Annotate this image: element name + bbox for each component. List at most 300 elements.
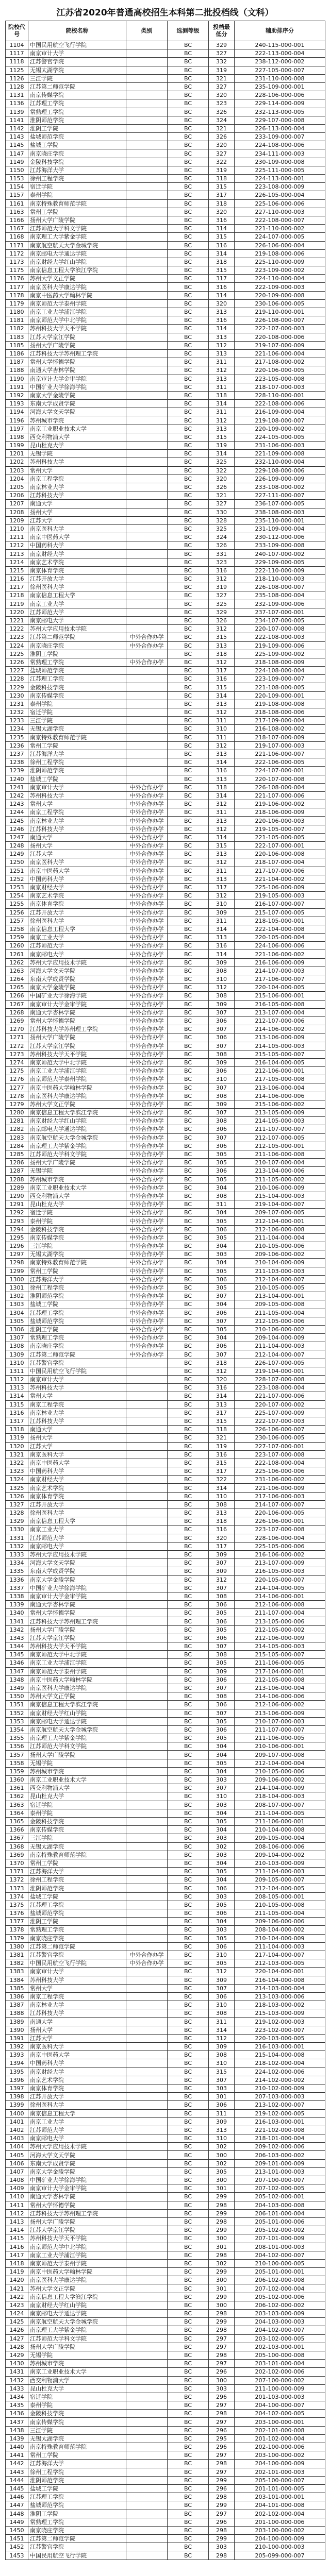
cell-req: BC [168, 984, 209, 992]
cell-rank: 210-105-000-008 [235, 1901, 325, 1909]
cell-score: 301 [209, 2184, 235, 2193]
cell-rank: 220-105-000-004 [235, 934, 325, 942]
cell-rank: 221-106-000-009 [235, 1484, 325, 1492]
table-row [6, 2251, 325, 2259]
cell-name: 淮阴工学院 [28, 1325, 126, 1333]
cell-code: 1367 [6, 1834, 28, 1842]
cell-score: 323 [209, 99, 235, 108]
cell-req: BC [168, 66, 209, 74]
cell-code: 1360 [6, 1776, 28, 1784]
cell-code: 1425 [6, 2318, 28, 2326]
cell-name: 南京信息工程大学 [28, 1517, 126, 1526]
cell-type: 中外合作办学 [126, 1033, 168, 1042]
cell-type [126, 408, 168, 416]
cell-rank: 213-106-000-004 [235, 1083, 325, 1092]
cell-req: BC [168, 2301, 209, 2309]
cell-score: 308 [209, 1117, 235, 1125]
cell-rank: 204-102-000-007 [235, 2251, 325, 2259]
cell-score: 327 [209, 591, 235, 600]
cell-name: 南通大学杏林学院 [28, 2193, 126, 2201]
cell-score: 315 [209, 683, 235, 691]
cell-req: BC [168, 1267, 209, 1275]
cell-name: 无锡太湖学院 [28, 66, 126, 74]
cell-name: 南京师范大学泰州学院 [28, 1667, 126, 1675]
table-row [6, 1834, 325, 1842]
header-score: 投档最低分 [209, 21, 235, 41]
cell-code: 1413 [6, 2217, 28, 2226]
cell-code: 1361 [6, 1784, 28, 1792]
cell-type: 中外合作办学 [126, 1050, 168, 1058]
cell-score: 302 [209, 2259, 235, 2267]
cell-code: 1319 [6, 1434, 28, 1442]
cell-req: BC [168, 1534, 209, 1542]
cell-score: 306 [209, 2101, 235, 2109]
table-row [6, 633, 325, 641]
cell-score: 304 [209, 1751, 235, 1759]
cell-code: 1139 [6, 108, 28, 116]
cell-type: 中外合作办学 [126, 1142, 168, 1150]
table-body [6, 41, 325, 2560]
cell-name: 南京大学金陵学院 [28, 391, 126, 399]
cell-code: 1125 [6, 66, 28, 74]
table-row [6, 2543, 325, 2551]
cell-name: 常熟理工学院 [28, 108, 126, 116]
cell-score: 320 [209, 208, 235, 216]
cell-rank: 219-104-000-001 [235, 1367, 325, 1375]
cell-score: 307 [209, 1584, 235, 1592]
cell-type [126, 1809, 168, 1817]
cell-score: 304 [209, 1876, 235, 1884]
cell-code: 1282 [6, 1125, 28, 1133]
cell-req: BC [168, 199, 209, 208]
cell-score: 316 [209, 216, 235, 224]
cell-code: 1223 [6, 633, 28, 641]
cell-type [126, 2284, 168, 2293]
cell-score: 306 [209, 1601, 235, 1609]
cell-type [126, 1709, 168, 1717]
cell-rank: 221-106-000-004 [235, 349, 325, 358]
cell-name: 南通大学 [28, 1426, 126, 1434]
cell-type [126, 1934, 168, 1942]
table-row [6, 1851, 325, 1859]
cell-req: BC [168, 883, 209, 891]
cell-score: 310 [209, 2059, 235, 2067]
cell-type [126, 2510, 168, 2518]
cell-name: 东南大学成贤学院 [28, 400, 126, 408]
cell-type [126, 341, 168, 349]
cell-rank: 230-106-000-005 [235, 1434, 325, 1442]
table-row [6, 375, 325, 383]
cell-rank: 210-102-000-009 [235, 2084, 325, 2092]
cell-type [126, 2193, 168, 2201]
cell-score: 304 [209, 1334, 235, 1342]
table-row [6, 2518, 325, 2526]
cell-req: BC [168, 524, 209, 533]
cell-req: BC [168, 266, 209, 275]
cell-req: BC [168, 1550, 209, 1558]
cell-rank: 228-110-000-001 [235, 391, 325, 399]
table-row [6, 1309, 325, 1317]
cell-type [126, 516, 168, 524]
cell-req: BC [168, 1926, 209, 1934]
cell-rank: 213-101-000-003 [235, 2167, 325, 2176]
cell-score: 314 [209, 691, 235, 700]
cell-score: 320 [209, 299, 235, 308]
cell-type [126, 216, 168, 224]
table-row [6, 1283, 325, 1292]
cell-rank: 211-104-000-004 [235, 1233, 325, 1242]
cell-type: 中外合作办学 [126, 950, 168, 958]
cell-req: BC [168, 2451, 209, 2460]
cell-score: 306 [209, 1225, 235, 1233]
table-row [6, 474, 325, 483]
cell-code: 1267 [6, 1000, 28, 1008]
cell-type [126, 316, 168, 325]
cell-type [126, 2493, 168, 2501]
cell-rank: 214-102-000-002 [235, 2076, 325, 2084]
cell-code: 1292 [6, 1209, 28, 1217]
cell-score: 313 [209, 934, 235, 942]
cell-rank: 228-106-000-006 [235, 91, 325, 99]
cell-score: 307 [209, 1350, 235, 1359]
cell-name: 苏州城市学院 [28, 1767, 126, 1775]
cell-req: BC [168, 1701, 209, 1709]
cell-rank: 210-104-000-009 [235, 1259, 325, 1267]
cell-score: 305 [209, 1267, 235, 1275]
table-row [6, 1042, 325, 1050]
cell-score: 317 [209, 1409, 235, 1417]
cell-req: BC [168, 1809, 209, 1817]
cell-type [126, 308, 168, 316]
cell-code: 1175 [6, 266, 28, 275]
cell-type: 中外合作办学 [126, 850, 168, 858]
cell-code: 1443 [6, 2468, 28, 2476]
cell-code: 1173 [6, 258, 28, 266]
cell-req: BC [168, 1442, 209, 1450]
cell-rank: 230-109-000-008 [235, 158, 325, 166]
cell-req: BC [168, 483, 209, 491]
cell-req: BC [168, 308, 209, 316]
cell-type [126, 675, 168, 683]
cell-score: 317 [209, 191, 235, 199]
cell-type [126, 1909, 168, 1918]
cell-type [126, 199, 168, 208]
cell-code: 1229 [6, 683, 28, 691]
cell-code: 1410 [6, 2193, 28, 2201]
cell-rank: 204-103-000-003 [235, 2318, 325, 2326]
cell-rank: 211-106-000-001 [235, 1817, 325, 1825]
cell-req: BC [168, 2510, 209, 2518]
cell-code: 1250 [6, 858, 28, 867]
table-row [6, 466, 325, 474]
cell-name: 南京医科大学康达学院 [28, 2276, 126, 2284]
cell-name: 常州大学 [28, 1392, 126, 1400]
cell-score: 305 [209, 1233, 235, 1242]
cell-code: 1383 [6, 1968, 28, 1976]
table-row [6, 400, 325, 408]
table-row [6, 2460, 325, 2468]
cell-code: 1326 [6, 1492, 28, 1500]
cell-score: 306 [209, 1016, 235, 1025]
cell-type [126, 1842, 168, 1851]
cell-rank: 221-105-000-005 [235, 833, 325, 841]
cell-score: 311 [209, 383, 235, 391]
cell-name: 徐州医科大学 [28, 1509, 126, 1517]
cell-rank: 219-108-000-006 [235, 249, 325, 258]
cell-req: BC [168, 183, 209, 191]
cell-name: 南京医科大学 [28, 1450, 126, 1459]
cell-rank: 201-103-000-003 [235, 2393, 325, 2401]
cell-rank: 226-109-000-009 [235, 474, 325, 483]
cell-rank: 209-101-000-009 [235, 2159, 325, 2167]
table-row [6, 1951, 325, 1959]
cell-name: 常州工学院 [28, 1267, 126, 1275]
cell-rank: 204-100-000-009 [235, 2535, 325, 2543]
cell-code: 1423 [6, 2301, 28, 2309]
cell-code: 1395 [6, 2067, 28, 2076]
cell-rank: 212-104-000-007 [235, 1275, 325, 1283]
cell-name: 苏州大学文正学院 [28, 275, 126, 283]
cell-name: 扬州大学广陵学院 [28, 2217, 126, 2226]
table-row [6, 308, 325, 316]
cell-req: BC [168, 2018, 209, 2026]
cell-score: 298 [209, 2526, 235, 2534]
table-row [6, 2284, 325, 2293]
cell-name: 苏州科技大学 [28, 1976, 126, 1984]
cell-name: 苏州大学文正学院 [28, 1100, 126, 1108]
cell-rank: 231-110-000-008 [235, 74, 325, 82]
cell-req: BC [168, 283, 209, 291]
table-row [6, 2234, 325, 2243]
cell-code: 1268 [6, 1008, 28, 1016]
table-row [6, 1325, 325, 1333]
cell-req: BC [168, 41, 209, 49]
cell-rank: 212-107-000-006 [235, 1016, 325, 1025]
table-row [6, 66, 325, 74]
table-row [6, 675, 325, 683]
cell-rank: 211-105-000-002 [235, 1175, 325, 1183]
cell-rank: 219-107-000-009 [235, 341, 325, 349]
cell-name: 南京财经大学 [28, 550, 126, 558]
cell-code: 1266 [6, 992, 28, 1000]
cell-type [126, 2351, 168, 2359]
cell-type [126, 2059, 168, 2067]
cell-req: BC [168, 1651, 209, 1659]
cell-code: 1104 [6, 41, 28, 49]
table-row [6, 2535, 325, 2543]
cell-code: 1286 [6, 1159, 28, 1167]
cell-rank: 211-106-000-005 [235, 1734, 325, 1742]
cell-type [126, 1901, 168, 1909]
cell-rank: 205-099-000-007 [235, 2551, 325, 2560]
cell-rank: 211-107-000-007 [235, 1725, 325, 1734]
cell-rank: 224-110-000-004 [235, 275, 325, 283]
cell-code: 1179 [6, 299, 28, 308]
table-row [6, 1817, 325, 1825]
cell-rank: 224-108-000-004 [235, 667, 325, 675]
cell-rank: 220-107-000-002 [235, 1400, 325, 1409]
table-row [6, 141, 325, 149]
cell-code: 1196 [6, 416, 28, 425]
table-row [6, 1767, 325, 1775]
cell-rank: 214-106-000-006 [235, 1092, 325, 1100]
cell-rank: 212-105-000-008 [235, 1675, 325, 1684]
cell-req: BC [168, 233, 209, 241]
cell-req: BC [168, 2209, 209, 2217]
cell-rank: 212-105-000-002 [235, 1625, 325, 1634]
table-row [6, 600, 325, 608]
cell-score: 305 [209, 1283, 235, 1292]
cell-name: 南京工程学院 [28, 1400, 126, 1409]
cell-score: 316 [209, 316, 235, 325]
table-row [6, 758, 325, 767]
cell-name: 南京工业大学 [28, 934, 126, 942]
cell-rank: 221-106-000-002 [235, 950, 325, 958]
cell-type [126, 2451, 168, 2460]
cell-code: 1276 [6, 1075, 28, 1083]
table-row [6, 825, 325, 833]
table-row [6, 2451, 325, 2460]
cell-score: 297 [209, 2451, 235, 2460]
cell-score: 326 [209, 541, 235, 550]
cell-rank: 219-107-000-003 [235, 741, 325, 750]
cell-rank: 217-105-000-008 [235, 1075, 325, 1083]
cell-rank: 220-108-000-006 [235, 333, 325, 341]
cell-rank: 210-106-000-001 [235, 1742, 325, 1751]
cell-score: 313 [209, 1400, 235, 1409]
cell-req: BC [168, 2226, 209, 2234]
table-row [6, 1601, 325, 1609]
cell-code: 1414 [6, 2226, 28, 2234]
cell-type: 中外合作办学 [126, 1175, 168, 1183]
cell-name: 扬州大学 [28, 508, 126, 516]
cell-code: 1363 [6, 1801, 28, 1809]
cell-rank: 213-106-000-009 [235, 1033, 325, 1042]
cell-req: BC [168, 1634, 209, 1642]
cell-name: 南通大学杏林学院 [28, 1601, 126, 1609]
cell-name: 南京审计大学金审学院 [28, 1000, 126, 1008]
table-row [6, 299, 325, 308]
cell-type [126, 2001, 168, 2009]
cell-score: 314 [209, 1392, 235, 1400]
cell-code: 1222 [6, 625, 28, 633]
cell-name: 南京传媒学院 [28, 2418, 126, 2426]
cell-rank: 209-104-000-002 [235, 1851, 325, 1859]
cell-name: 无锡学院 [28, 2351, 126, 2359]
cell-type: 中外合作办学 [126, 1058, 168, 1066]
cell-req: BC [168, 2159, 209, 2167]
cell-name: 江苏第二师范学院 [28, 82, 126, 91]
cell-score: 311 [209, 408, 235, 416]
cell-req: BC [168, 325, 209, 333]
cell-type: 中外合作办学 [126, 1242, 168, 1250]
cell-score: 306 [209, 1033, 235, 1042]
cell-rank: 214-105-000-003 [235, 1117, 325, 1125]
cell-type [126, 1417, 168, 1425]
cell-code: 1256 [6, 908, 28, 917]
cell-req: BC [168, 1426, 209, 1434]
cell-rank: 206-102-000-002 [235, 2301, 325, 2309]
cell-code: 1404 [6, 2143, 28, 2151]
cell-code: 1298 [6, 1259, 28, 1267]
cell-req: BC [168, 158, 209, 166]
cell-code: 1307 [6, 1334, 28, 1342]
cell-name: 常熟理工学院 [28, 1926, 126, 1934]
cell-rank: 232-109-000-006 [235, 600, 325, 608]
cell-score: 306 [209, 1634, 235, 1642]
cell-name: 南京中医药大学翰林学院 [28, 1675, 126, 1684]
cell-req: BC [168, 1259, 209, 1267]
cell-type [126, 733, 168, 741]
table-row [6, 1675, 325, 1684]
cell-name: 河海大学文天学院 [28, 967, 126, 975]
cell-score: 314 [209, 833, 235, 841]
cell-type: 中外合作办学 [126, 1167, 168, 1175]
table-row [6, 1659, 325, 1667]
cell-type [126, 2276, 168, 2284]
cell-code: 1218 [6, 591, 28, 600]
cell-name: 江苏警官学院 [28, 2543, 126, 2551]
cell-score: 305 [209, 1717, 235, 1725]
cell-code: 1444 [6, 2476, 28, 2484]
cell-rank: 220-105-000-007 [235, 1575, 325, 1584]
cell-score: 306 [209, 1067, 235, 1075]
cell-type [126, 2101, 168, 2109]
cell-req: BC [168, 1801, 209, 1809]
cell-code: 1261 [6, 950, 28, 958]
cell-name: 常熟理工学院 [28, 2518, 126, 2526]
cell-name: 中国药科大学 [28, 2059, 126, 2067]
cell-code: 1205 [6, 483, 28, 491]
cell-type [126, 1976, 168, 1984]
cell-req: BC [168, 733, 209, 741]
cell-code: 1231 [6, 700, 28, 708]
cell-req: BC [168, 1384, 209, 1392]
table-row [6, 2167, 325, 2176]
cell-name: 昆山杜克大学 [28, 1792, 126, 1801]
cell-name: 盐城工学院 [28, 2484, 126, 2493]
cell-req: BC [168, 558, 209, 566]
cell-name: 南京艺术学院 [28, 2076, 126, 2084]
cell-name: 南京财经大学 [28, 1476, 126, 1484]
cell-score: 298 [209, 2326, 235, 2334]
table-row [6, 917, 325, 925]
cell-req: BC [168, 1125, 209, 1133]
cell-name: 苏州科技大学天平学院 [28, 1050, 126, 1058]
cell-name: 扬州大学广陵学院 [28, 1625, 126, 1634]
cell-req: BC [168, 442, 209, 450]
cell-rank: 219-108-000-008 [235, 700, 325, 708]
cell-req: BC [168, 541, 209, 550]
cell-rank: 221-104-000-002 [235, 875, 325, 883]
table-row [6, 2501, 325, 2510]
cell-code: 1226 [6, 658, 28, 666]
cell-type: 中外合作办学 [126, 1209, 168, 1217]
table-row [6, 700, 325, 708]
table-row [6, 2117, 325, 2126]
table-row [6, 442, 325, 450]
cell-req: BC [168, 1884, 209, 1892]
cell-score: 298 [209, 2310, 235, 2318]
cell-type [126, 575, 168, 583]
cell-name: 江苏科技大学苏州理工学院 [28, 1025, 126, 1033]
cell-score: 314 [209, 950, 235, 958]
cell-req: BC [168, 2318, 209, 2326]
cell-score: 312 [209, 366, 235, 375]
cell-req: BC [168, 258, 209, 266]
cell-name: 淮阴师范学院 [28, 2476, 126, 2484]
cell-rank: 220-109-000-001 [235, 691, 325, 700]
